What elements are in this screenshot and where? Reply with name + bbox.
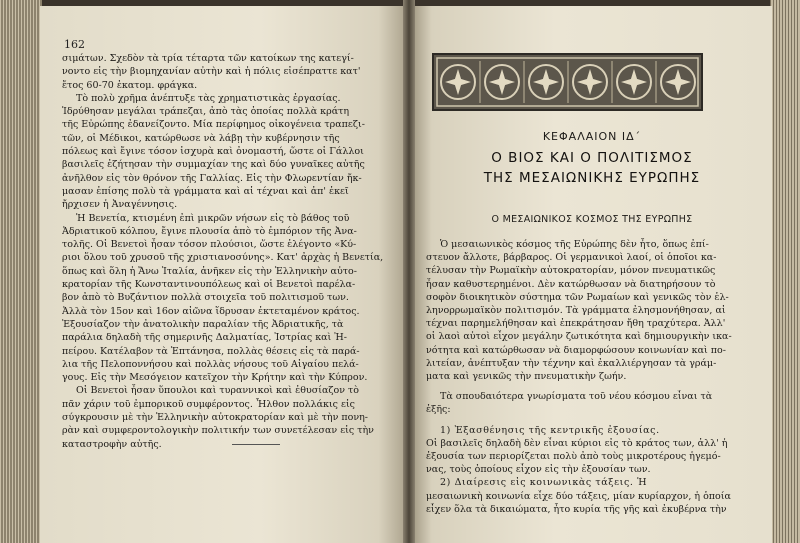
text-line: τολῆς. Οἱ Βενετοὶ ἦσαν τόσον πλούσιοι, ὥστε ἐλέγοντο «Κύ- [62, 239, 357, 251]
text-line: σύγκρουσιν μὲ τὴν Ἑλληνικὴν αὐτοκρατορίαν καὶ μὲ τὴν πονη- [62, 412, 369, 424]
text-line: νοντο εἰς τὴν βιομηχανίαν αὐτὴν καὶ ἡ πόλις εἰσέπραττε κατ' [62, 66, 361, 78]
chapter-title-line: ΤΗΣ ΜΕΣΑΙΩΝΙΚΗΣ ΕΥΡΩΠΗΣ [483, 170, 701, 186]
text-line: ριοι ὅλου τοῦ χρυσοῦ τῆς χριστιανοσύνης». Κατ' ἀρχὰς ἡ Βενετία, [62, 252, 384, 264]
text-line: Οἱ βασιλεῖς δηλαδὴ δὲν εἶναι κύριοι εἰς τὸ κράτος των, ἀλλ' ἡ [426, 437, 728, 449]
text-line: παράλια δηλαδὴ τῆς σημερινῆς Δαλματίας, Ἰστρίας καὶ Ἠ- [62, 332, 347, 344]
text-line: σοφὸν διοικητικὸν σύστημα τῶν Ρωμαίων καὶ γενικῶς τὸν ἑλ- [426, 291, 729, 303]
text-line: ἐξουσία των περιορίζεται πολὺ ἀπὸ τοὺς μικροτέρους ἡγεμό- [426, 451, 721, 463]
text-line: εἶχεν ὅλα τὰ δικαιώματα, ἦτο κυρία τῆς γῆς καὶ ἐκυβέρνα τὴν [426, 503, 727, 515]
gothic-ornament-icon [434, 55, 701, 109]
text-line: 1) Ἐξασθένησις τῆς κεντρικῆς ἐξουσίας. [440, 424, 660, 436]
end-rule [232, 444, 280, 445]
text-line: Ἡ Βενετία, κτισμένη ἐπὶ μικρῶν νήσων εἰς τὸ βάθος τοῦ [76, 212, 350, 224]
text-line: βον ἀπὸ τὸ Βυζάντιον πολλὰ στοιχεῖα τοῦ πολιτισμοῦ των. [62, 292, 349, 304]
text-line: Οἱ Βενετοὶ ἦσαν ὕπουλοι καὶ τυραννικοὶ καὶ ἐθυσίαζον τὸ [76, 385, 359, 397]
text-line: ὅπως καὶ ὅλη ἡ Ἄνω Ἰταλία, ἀνῆκεν εἰς τὴν Ἑλληνικὴν αὐτο- [62, 265, 357, 277]
left-page-text [62, 52, 400, 451]
book-gutter [403, 0, 415, 543]
paragraph-gap [426, 417, 748, 424]
text-line: ἤρχισεν ἡ Ἀναγέννησις. [62, 199, 178, 211]
text-line: Ἀδριατικοῦ κόλπου, ἔγινε πλουσία ἀπὸ τὸ ἐμπόριον τῆς Ἀνα- [62, 225, 357, 237]
chapter-label: ΚΕΦΑΛΑΙΟΝ ΙΔ΄ [542, 130, 642, 143]
text-line: τέλυσαν τὴν Ρωμαϊκὴν αὐτοκρατορίαν, μόνον πνευματικῶς [426, 265, 716, 277]
right-page-text [426, 238, 748, 516]
text-line: Ἐξουσίαζον τὴν ἀνατολικὴν παραλίαν τῆς Ἀδριατικῆς, τὰ [62, 318, 344, 330]
text-line: Ἱδρύθησαν μεγάλαι τράπεζαι, ἀπὸ τὰς ὁποίας πολλὰ κράτη [62, 106, 350, 118]
text-line: ἀνῆλθον εἰς τὸν θρόνον τῆς Γαλλίας. Εἰς τὴν Φλωρεντίαν ἤκ- [62, 172, 362, 184]
text-line: ἦσαν καθυστερημένοι. Δὲν κατώρθωσαν νὰ διατηρήσουν τὸ [426, 278, 716, 290]
text-line: τῆς Εὐρώπης ἐδανείζοντο. Μία περίφημος οἰκογένεια τραπεζι- [62, 119, 365, 131]
text-line: στευον ἄλλοτε, βάρβαρος. Οἱ γερμανικοὶ λαοί, οἱ ὁποῖοι κα- [426, 252, 717, 264]
text-line: τέχναι παρημελήθησαν καὶ ἐπεκράτησαν ἤθη τραχύτερα. Ἀλλ' [426, 318, 726, 330]
text-line: οἱ λαοὶ αὐτοὶ εἶχον μεγάλην ζωτικότητα καὶ δημιουργικὴν ικα- [426, 331, 732, 343]
text-line: Τὸ πολὺ χρῆμα ἀνέπτυξε τὰς χρηματιστικὰς ἐργασίας. [76, 92, 341, 104]
ornamental-banner [432, 53, 703, 111]
chapter-title [412, 148, 772, 188]
left-page-edges [0, 0, 42, 543]
text-line: καταστροφὴν αὐτῆς. [62, 438, 162, 450]
text-line: λια τῆς Πελοποννήσου καὶ πολλὰς νήσους τοῦ Αἰγαίου πελά- [62, 358, 359, 370]
text-line: πείρου. Κατέλαβον τὰ Ἑπτάνησα, πολλὰς θέσεις εἰς τὰ παρά- [62, 345, 360, 357]
text-line: μεσαιωνικὴ κοινωνία εἶχε δύο τάξεις, μίαν κυρίαρχον, ἡ ὁποία [426, 490, 731, 502]
text-line: τῶν, οἱ Μέδικοι, κατώρθωσε νὰ λάβῃ τὴν κυβέρνησιν τῆς [62, 132, 340, 144]
text-line: σιμάτων. Σχεδὸν τὰ τρία τέταρτα τῶν κατοίκων της κατεγί- [62, 53, 354, 64]
text-line: Ὁ μεσαιωνικὸς κόσμος τῆς Εὐρώπης δὲν ἦτο, ὅπως ἐπί- [440, 239, 709, 250]
text-line: ματα καὶ γενικῶς τὴν πνευματικὴν ζωήν. [426, 371, 627, 383]
text-line: 2) Διαίρεσις εἰς κοινωνικὰς τάξεις. Ἡ [440, 477, 648, 489]
chapter-title-line: Ο ΒΙΟΣ ΚΑΙ Ο ΠΟΛΙΤΙΣΜΟΣ [491, 150, 693, 166]
text-line: λιτείαν, ἀνέπτυξαν τὴν τέχνην καὶ ἐκαλλιέργησαν τὰ γράμ- [426, 357, 717, 369]
text-line: ρὰν καὶ συμφεροντολογικὴν πολιτικήν των συνετέλεσαν εἰς τὴν [62, 425, 374, 437]
page-number: 162 [64, 38, 85, 51]
text-line: μασαν ἐπίσης πολὺ τὰ γράμματα καὶ αἱ τέχναι καὶ ἀπ' ἐκεῖ [62, 185, 349, 197]
text-line: Ἀλλὰ τὸν 15ον καὶ 16ον αἰῶνα ἵδρυσαν ἐκτεταμένον κράτος. [62, 305, 360, 317]
text-line: γους. Εἰς τὴν Μεσόγειον κατεῖχον τὴν Κρήτην καὶ τὴν Κύπρον. [62, 372, 368, 384]
text-line: νας, τοὺς ὁποίους εἶχον εἰς τὴν ἐξουσίαν των. [426, 464, 651, 476]
text-line: νότητα καὶ κατώρθωσαν νὰ διαμορφώσουν κοινωνίαν καὶ πο- [426, 344, 726, 356]
right-page-edges [770, 0, 800, 543]
section-heading: Ο ΜΕΣΑΙΩΝΙΚΟΣ ΚΟΣΜΟΣ ΤΗΣ ΕΥΡΩΠΗΣ [491, 214, 693, 225]
text-line: ἑξῆς: [426, 404, 451, 416]
paragraph-gap [426, 383, 748, 390]
text-line: πόλεως καὶ ἔγινε τόσον ἰσχυρὰ καὶ ὀνομαστή, ὥστε οἱ Γάλλοι [62, 146, 364, 158]
text-line: ἔτος 60-70 ἑκατομ. φράγκα. [62, 79, 198, 91]
text-line: κρατορίαν τῆς Κωνσταντινουπόλεως καὶ οἱ Βενετοὶ παρέλα- [62, 279, 356, 291]
text-line: βασιλεῖς ἐζήτησαν τὴν συμμαχίαν της καὶ δύο γυναῖκες αὐτῆς [62, 159, 365, 171]
text-line: πᾶν χάριν τοῦ ἐμπορικοῦ συμφέροντος. Ἦλθον πολλάκις εἰς [62, 398, 355, 410]
text-line: ληνορρωμαϊκὸν πολιτισμόν. Τὰ γράμματα ἐλησμονήθησαν, αἱ [426, 305, 726, 317]
text-line: Τὰ σπουδαιότερα γνωρίσματα τοῦ νέου κόσμου εἶναι τὰ [440, 391, 713, 403]
